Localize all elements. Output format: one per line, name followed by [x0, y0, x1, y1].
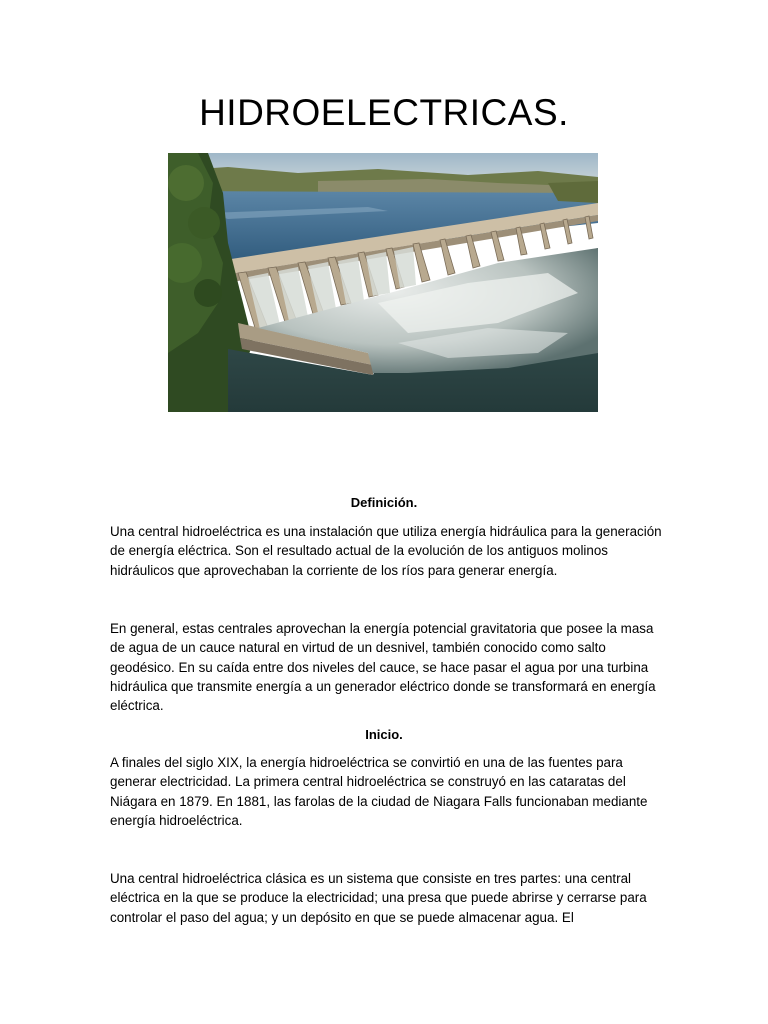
section-heading-inicio: Inicio.: [365, 727, 403, 742]
dam-photo: [168, 153, 598, 412]
paragraph: En general, estas centrales aprovechan la energía potencial gravitatoria que posee la masa de agua de un cauce natural en virtud de un desnivel, también conocido como salto geodésico. En su caída entre dos niveles del cauce, se hace pasar el agua por una turbina hidráulica que transmite energía a un generador eléctrico donde se transformará en energía eléctrica.: [110, 621, 656, 714]
page-title: HIDROELECTRICAS.: [199, 92, 569, 133]
paragraph: A finales del siglo XIX, la energía hidroeléctrica se convirtió en una de las fuentes para generar electricidad. La primera central hidroeléctrica se construyó en las cataratas del Niágara en 1879. En 1881, las farolas de la ciudad de Niagara Falls funcionaban mediante energía hidroeléctrica.: [110, 755, 648, 828]
paragraph: Una central hidroeléctrica clásica es un sistema que consiste en tres partes: una central eléctrica en la que se produce la electricidad; una presa que puede abrirse y cerrarse para controlar el paso del agua; y un depósito en que se puede almacenar agua. El: [110, 871, 647, 925]
section-heading-definicion: Definición.: [350, 495, 418, 510]
paragraph: Una central hidroeléctrica es una instalación que utiliza energía hidráulica para la generación de energía eléctrica. Son el resultado actual de la evolución de los antiguos molinos hidráulicos que aprovechaban la corriente de los ríos para generar energía.: [110, 524, 662, 578]
